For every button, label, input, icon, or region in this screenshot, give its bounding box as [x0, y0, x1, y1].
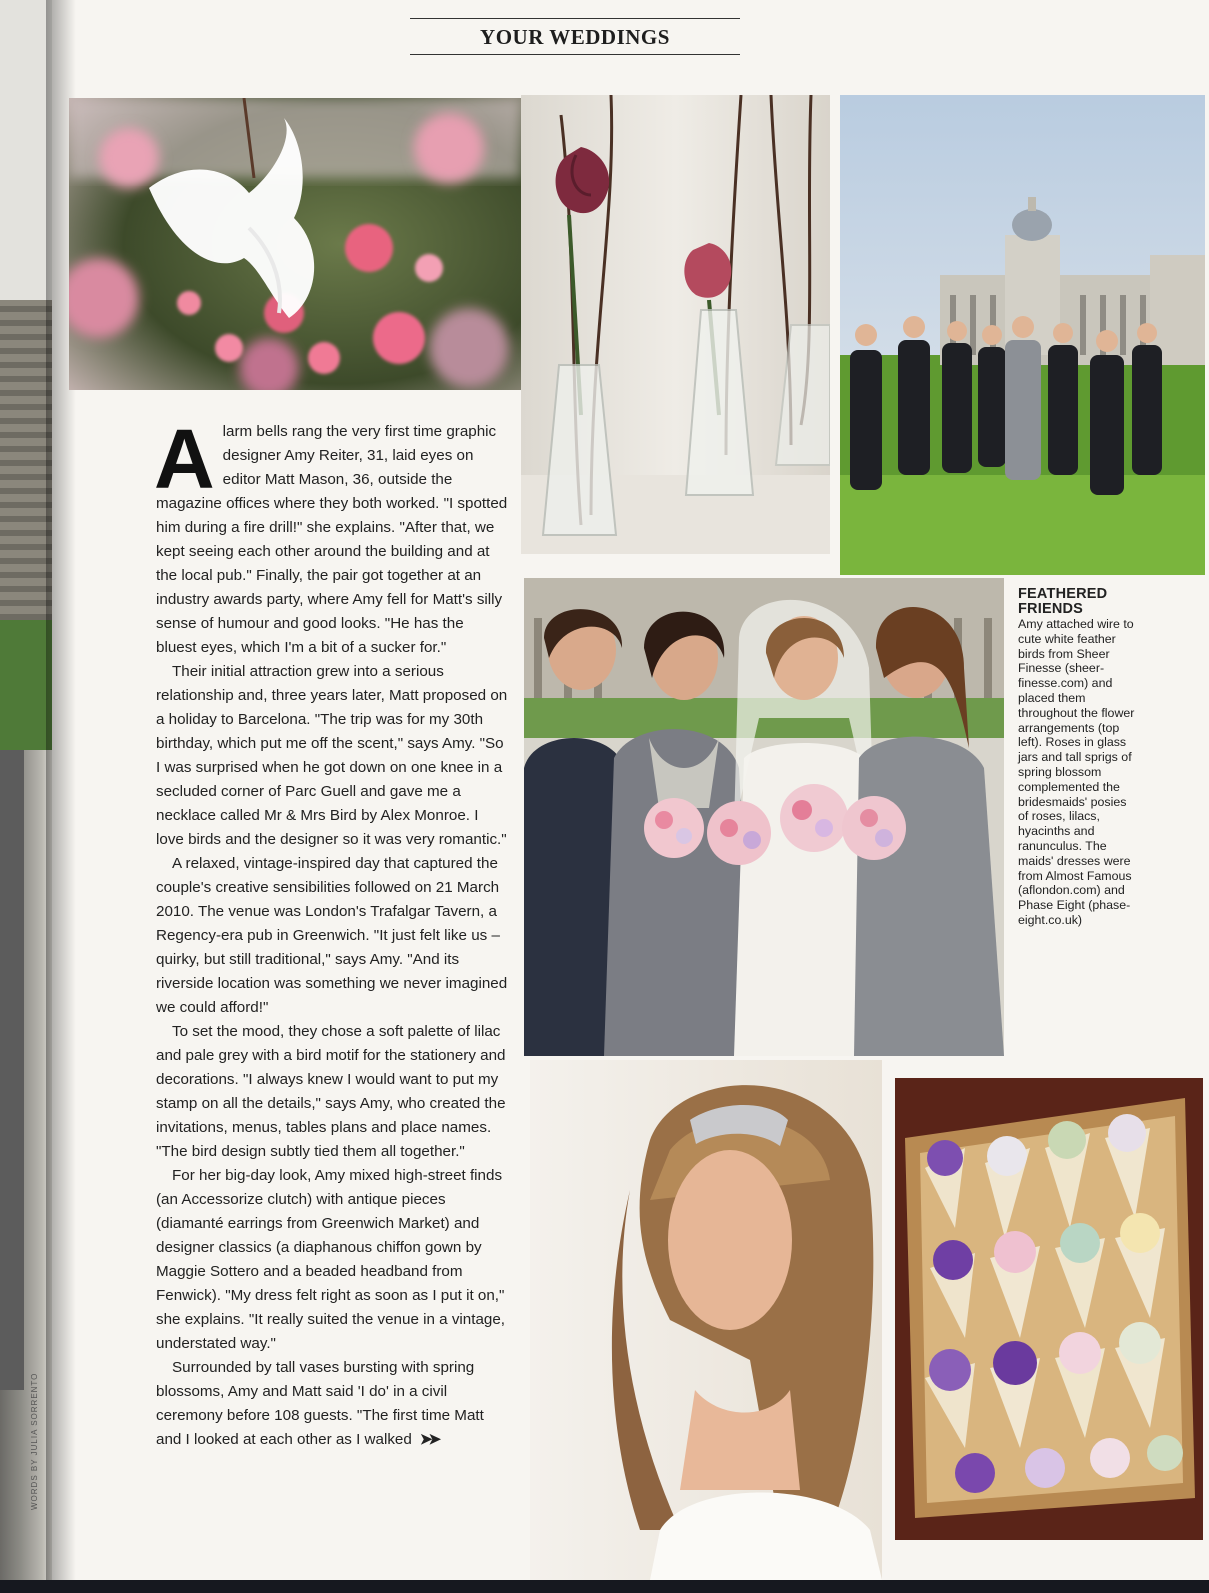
photo-bride-portrait	[530, 1060, 882, 1580]
photo-roses-in-vases	[521, 95, 830, 554]
article-paragraph-5: For her big-day look, Amy mixed high-street finds (an Accessorize clutch) with antique pieces (diamanté earrings from Greenwich Market) and designer classics (a diaphanous chiffon gown by Maggie Sottero and a beaded headband from Fenwick). "My dress felt right as soon as I put it on," she explains. "It really suited the venue in a vintage, understated way."	[156, 1167, 506, 1352]
photo-petal-confetti-cones	[895, 1078, 1203, 1540]
photo-caption	[1018, 587, 1140, 928]
section-header	[410, 16, 740, 60]
article-paragraph-1	[154, 412, 508, 660]
article-body	[154, 412, 508, 1452]
article-paragraph-4: To set the mood, they chose a soft palette of lilac and pale grey with a bird motif for the stationery and decorations. "I always knew I would want to put my stamp on all the details," says Amy, who created the invitations, menus, tables plans and place names. "The bird design subtly tied them all together."	[156, 1023, 506, 1160]
caption-text: Amy attached wire to cute white feather birds from Sheer Finesse (sheer-finesse.com) and placed them throughout the flower arrangements (top left). Roses in glass jars and tall sprigs of spring blossom complemented the bridesmaids' posies of roses, lilacs, hyacinths and ranunculus. The maids' dresses were from Almost Famous (aflondon.com) and Phase Eight (phase-eight.co.uk)	[1018, 617, 1135, 927]
facing-page-edge	[0, 0, 52, 1593]
paragraph-text: larm bells rang the very first time graphic designer Amy Reiter, 31, laid eyes on editor Matt Mason, 36, outside the magazine offices where they both worked. "I spotted him during a fire drill!" she explains. "After that, we kept seeing each other around the building and at the local pub." Finally, the pair got together at an industry awards party, where Amy fell for Matt's silly sense of humour and good looks. "He has the bluest eyes, which I'm a bit of a sucker for."	[156, 423, 508, 656]
photo-groomsmen	[840, 95, 1205, 575]
scan-bottom-edge	[0, 1580, 1209, 1593]
header-rule-top	[410, 18, 740, 19]
header-rule-bottom	[410, 54, 740, 55]
continue-arrow-icon: ➤➤	[419, 1431, 438, 1448]
article-paragraph-3: A relaxed, vintage-inspired day that captured the couple's creative sensibilities followed on 21 March 2010. The venue was London's Trafalgar Tavern, a Regency-era pub in Greenwich. "It just felt like us – quirky, but still traditional," says Amy. "And its riverside location was something we never imagined we could afford!"	[156, 855, 508, 1016]
article-paragraph-6	[156, 1356, 508, 1452]
caption-title: FEATHERED FRIENDS	[1018, 586, 1108, 617]
article-paragraph-2: Their initial attraction grew into a serious relationship and, three years later, Matt proposed on a holiday to Barcelona. "The trip was for my 30th birthday, which put me off the scent," says Amy. "So I was surprised when he got down on one knee in a secluded corner of Parc Guell and gave me a necklace called Mr & Mrs Bird by Alex Monroe. I love birds and the designer so it was very romantic."	[156, 663, 508, 848]
photo-dove-flowers	[69, 98, 521, 390]
photo-credit: WORDS BY JULIA SORRENTO	[30, 1372, 39, 1510]
section-title: YOUR WEDDINGS	[480, 25, 670, 49]
drop-cap: A	[154, 412, 215, 506]
paragraph-text: Surrounded by tall vases bursting with spring blossoms, Amy and Matt said 'I do' in a civil ceremony before 108 guests. "The first time Matt and I looked at each other as I walked	[156, 1359, 484, 1448]
photo-bride-and-bridesmaids	[524, 578, 1004, 1056]
